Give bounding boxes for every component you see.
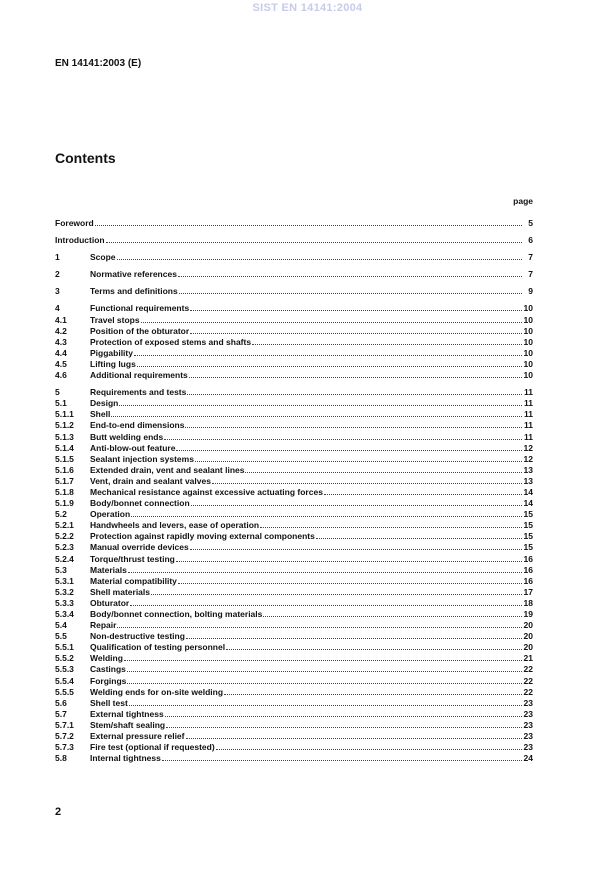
toc-entry-title: Materials [90,564,127,575]
toc-entry-title: Shell test [90,697,128,708]
toc-entry-number: 5.1.7 [55,475,74,486]
toc-entry-page: 11 [524,431,533,442]
toc-dot-leader [178,269,522,277]
toc-dot-leader [224,687,522,695]
toc-entry-title: Shell materials [90,586,151,597]
toc-entry-number: 5.5.1 [55,642,74,653]
toc-entry-page: 12 [523,453,533,464]
toc-entry-number: 4.5 [55,358,67,369]
toc-dot-leader [178,576,522,584]
toc-dot-leader [179,286,522,294]
toc-entry-title: Additional requirements [90,370,188,381]
toc-dot-leader [151,587,522,595]
toc-entry-title: Protection of exposed stems and shafts [90,336,252,347]
toc-entry-title: Shell [90,409,111,420]
toc-entry-title: Position of the obturator [90,325,190,336]
toc-entry-number: 5.2.4 [55,553,74,564]
toc-entry-number: 5.3.4 [55,609,74,619]
toc-entry-page: 18 [523,597,533,608]
toc-entry-number: 5.1.9 [55,498,74,509]
toc-entry-page: 10 [523,303,533,314]
toc-entry[interactable] [55,753,533,764]
toc-entry-title: Qualification of testing personnel [90,642,226,653]
toc-entry-number: 5.2.1 [55,520,74,531]
toc-entry[interactable] [55,609,533,620]
toc-dot-leader [127,664,522,672]
toc-entry-title: Obturator [90,597,130,608]
toc-entry-number: 5.3 [55,564,67,575]
toc-entry[interactable] [55,731,533,742]
toc-entry-title: Terms and definitions [90,286,178,297]
toc-entry[interactable] [55,286,533,297]
toc-entry-page: 16 [523,564,533,575]
table-of-contents [55,218,533,764]
toc-dot-leader [141,315,522,323]
toc-entry-number: 5.3.3 [55,597,74,608]
toc-entry-number: 4.4 [55,347,67,358]
toc-entry-page: 7 [528,252,533,263]
toc-entry-title: End-to-end dimensions [90,420,185,431]
toc-entry-page: 11 [524,398,533,409]
toc-entry[interactable] [55,720,533,731]
toc-entry-page: 15 [523,542,533,553]
toc-dot-leader [190,326,522,334]
toc-entry-number: 5.5.5 [55,686,74,697]
toc-entry-number: 4.2 [55,325,67,336]
toc-entry-title: Operation [90,509,131,520]
toc-entry-number: 5.1.5 [55,453,74,464]
toc-entry-title: Welding [90,653,123,664]
toc-dot-leader [166,720,522,728]
toc-entry[interactable] [55,554,533,565]
toc-entry-page: 15 [523,531,533,542]
toc-entry-number: 1 [55,252,60,263]
toc-dot-leader [186,731,523,739]
toc-entry[interactable] [55,252,533,263]
toc-entry-number: 5.5.3 [55,664,74,675]
toc-entry[interactable] [55,359,533,370]
toc-entry[interactable] [55,531,533,542]
toc-entry-number: 4.1 [55,314,67,325]
toc-entry[interactable] [55,398,533,409]
toc-entry-number: 5.3.1 [55,575,74,586]
toc-entry-title: Scope [90,252,116,263]
toc-entry[interactable] [55,653,533,664]
toc-entry-number: 2 [55,269,60,280]
toc-entry-page: 11 [524,420,533,431]
toc-entry-title: Internal tightness [90,753,161,764]
toc-entry-title: Body/bonnet connection, bolting materials [90,609,263,619]
toc-entry[interactable] [55,631,533,642]
toc-dot-leader [162,753,522,761]
toc-dot-leader [216,742,522,750]
toc-entry-page: 13 [523,475,533,486]
toc-dot-leader [260,520,522,528]
toc-entry[interactable] [55,542,533,553]
toc-entry-number: 5.1 [55,398,67,409]
toc-entry-number: 5.4 [55,620,67,631]
toc-dot-leader [263,609,522,617]
toc-entry[interactable] [55,315,533,326]
toc-dot-leader [95,218,522,226]
toc-entry-title: Castings [90,664,126,675]
toc-entry-page: 16 [523,575,533,586]
toc-entry-title: Welding ends for on-site welding [90,686,224,697]
toc-dot-leader [130,598,522,606]
toc-entry[interactable] [55,698,533,709]
toc-entry[interactable] [55,432,533,443]
toc-entry[interactable] [55,687,533,698]
toc-entry-title: Repair [90,620,117,631]
toc-entry-number: 5.7 [55,708,67,719]
toc-entry-title: Requirements and tests [90,387,187,398]
toc-dot-leader [111,409,522,417]
toc-dot-leader [324,487,522,495]
toc-entry-page: 23 [523,742,533,753]
toc-entry-page: 22 [523,686,533,697]
toc-entry[interactable] [55,642,533,653]
toc-entry[interactable] [55,337,533,348]
toc-entry-page: 5 [528,218,533,228]
toc-entry[interactable] [55,476,533,487]
toc-entry-number: 5.7.3 [55,742,74,753]
toc-entry-title: Butt welding ends [90,431,164,442]
toc-entry-number: 5.6 [55,697,67,708]
toc-entry[interactable] [55,709,533,720]
toc-entry[interactable] [55,598,533,609]
toc-entry-title: Body/bonnet connection [90,498,190,509]
toc-entry-number: 4.6 [55,370,67,381]
toc-entry-page: 11 [524,387,533,398]
toc-entry-page: 21 [523,653,533,664]
toc-entry[interactable] [55,303,533,314]
toc-entry-title: Stem/shaft sealing [90,719,166,730]
toc-entry[interactable] [55,509,533,520]
toc-entry-page: 23 [523,708,533,719]
toc-dot-leader [191,498,522,506]
toc-dot-leader [117,620,522,628]
toc-entry-title: Design [90,398,119,409]
toc-entry-number: 5.1.6 [55,464,74,475]
toc-entry-page: 16 [523,553,533,564]
toc-entry-page: 9 [528,286,533,297]
toc-entry-title: External pressure relief [90,731,185,742]
toc-entry[interactable] [55,454,533,465]
toc-dot-leader [134,348,522,356]
toc-dot-leader [187,387,522,395]
toc-entry-number: 5.2.3 [55,542,74,553]
toc-entry[interactable] [55,387,533,398]
toc-dot-leader [129,698,522,706]
toc-entry-title: Torque/thrust testing [90,553,175,564]
toc-entry-title: Piggability [90,347,133,358]
toc-entry[interactable] [55,409,533,420]
toc-entry-page: 10 [523,370,533,381]
toc-entry-title: Anti-blow-out feature [90,442,176,453]
toc-entry-page: 23 [523,719,533,730]
toc-entry-page: 20 [523,642,533,653]
document-id: EN 14141:2003 (E) [55,58,142,69]
toc-entry-page: 19 [523,609,533,619]
toc-entry-title: Normative references [90,269,177,280]
toc-entry-page: 10 [523,347,533,358]
toc-entry-title: Forgings [90,675,127,686]
toc-entry-number: 5 [55,387,60,398]
toc-entry[interactable] [55,326,533,337]
toc-entry-page: 23 [523,731,533,742]
toc-entry-page: 10 [523,314,533,325]
toc-entry-page: 14 [523,498,533,509]
toc-dot-leader [190,303,522,311]
toc-entry-page: 24 [523,753,533,764]
toc-entry[interactable] [55,742,533,753]
toc-dot-leader [190,542,522,550]
toc-entry[interactable] [55,664,533,675]
toc-entry-number: 5.5.4 [55,675,74,686]
toc-entry-page: 17 [523,586,533,597]
toc-entry[interactable] [55,465,533,476]
toc-entry[interactable] [55,620,533,631]
toc-entry[interactable] [55,348,533,359]
toc-dot-leader [245,465,522,473]
toc-entry[interactable] [55,443,533,454]
toc-entry[interactable] [55,587,533,598]
toc-entry-title: Manual override devices [90,542,189,553]
toc-entry-number: 5.1.4 [55,442,74,453]
toc-entry-title: Material compatibility [90,575,177,586]
toc-entry[interactable] [55,487,533,498]
toc-entry-page: 7 [528,269,533,280]
toc-dot-leader [189,370,522,378]
toc-dot-leader [119,398,522,406]
toc-entry-page: 20 [523,631,533,642]
toc-dot-leader [185,420,522,428]
toc-dot-leader [176,443,522,451]
toc-entry[interactable] [55,420,533,431]
toc-entry-page: 14 [523,486,533,497]
toc-entry[interactable] [55,269,533,280]
toc-entry-page: 23 [523,697,533,708]
toc-dot-leader [186,631,522,639]
toc-entry-title: Mechanical resistance against excessive actuating forces [90,486,323,497]
toc-entry-page: 12 [523,442,533,453]
toc-dot-leader [165,709,522,717]
toc-entry-title: Foreword [55,218,94,228]
toc-entry-page: 13 [523,464,533,475]
page-column-label: page [513,196,533,206]
toc-entry-page: 22 [523,664,533,675]
toc-dot-leader [117,252,522,260]
toc-entry-number: 5.8 [55,753,67,764]
toc-dot-leader [124,653,522,661]
toc-entry-title: Vent, drain and sealant valves [90,475,211,486]
toc-entry-page: 10 [523,358,533,369]
toc-entry-number: 5.1.2 [55,420,74,431]
toc-dot-leader [176,554,522,562]
toc-dot-leader [195,454,522,462]
toc-entry-page: 15 [523,520,533,531]
toc-entry-number: 5.3.2 [55,586,74,597]
toc-entry-number: 5.1.3 [55,431,74,442]
toc-dot-leader [164,432,522,440]
toc-entry-page: 11 [524,409,533,420]
page-title: Contents [55,150,116,166]
footer-page-number: 2 [55,806,62,818]
toc-entry-title: Travel stops [90,314,140,325]
toc-entry-number: 5.2.2 [55,531,74,542]
toc-entry-title: Lifting lugs [90,358,136,369]
toc-entry[interactable] [55,676,533,687]
toc-entry-number: 5.7.2 [55,731,74,742]
toc-entry-number: 4 [55,303,60,314]
toc-entry-title: Extended drain, vent and sealant lines [90,464,245,475]
toc-entry-title: Handwheels and levers, ease of operation [90,520,260,531]
toc-entry-page: 10 [523,325,533,336]
toc-dot-leader [128,565,522,573]
toc-entry-title: Functional requirements [90,303,190,314]
toc-entry-title: Non-destructive testing [90,631,185,642]
toc-entry-page: 15 [523,509,533,520]
toc-entry-page: 6 [528,235,533,246]
toc-dot-leader [316,531,522,539]
toc-entry-title: Sealant injection systems [90,453,194,464]
toc-entry-title: Protection against rapidly moving external components [90,531,315,542]
toc-entry[interactable] [55,498,533,509]
toc-dot-leader [226,642,522,650]
toc-dot-leader [137,359,522,367]
toc-dot-leader [252,337,522,345]
toc-entry-title: Fire test (optional if requested) [90,742,215,753]
toc-entry-number: 5.2 [55,509,67,520]
toc-dot-leader [131,509,522,517]
toc-entry-number: 3 [55,286,60,297]
toc-entry-number: 5.1.8 [55,486,74,497]
toc-entry[interactable] [55,218,533,229]
toc-entry-page: 22 [523,675,533,686]
toc-entry-number: 5.7.1 [55,719,74,730]
toc-entry[interactable] [55,370,533,381]
toc-dot-leader [127,676,522,684]
toc-entry[interactable] [55,576,533,587]
toc-entry[interactable] [55,235,533,246]
toc-entry-page: 20 [523,620,533,631]
toc-entry-title: External tightness [90,708,164,719]
watermark: SIST EN 14141:2004 [252,2,363,14]
toc-entry-number: 5.5 [55,631,67,642]
toc-dot-leader [106,235,522,243]
toc-entry[interactable] [55,565,533,576]
toc-entry-page: 10 [523,336,533,347]
toc-entry-number: 4.3 [55,336,67,347]
toc-entry-number: 5.1.1 [55,409,74,420]
toc-dot-leader [212,476,522,484]
toc-entry-number: 5.5.2 [55,653,74,664]
toc-entry-title: Introduction [55,235,105,246]
toc-entry[interactable] [55,520,533,531]
